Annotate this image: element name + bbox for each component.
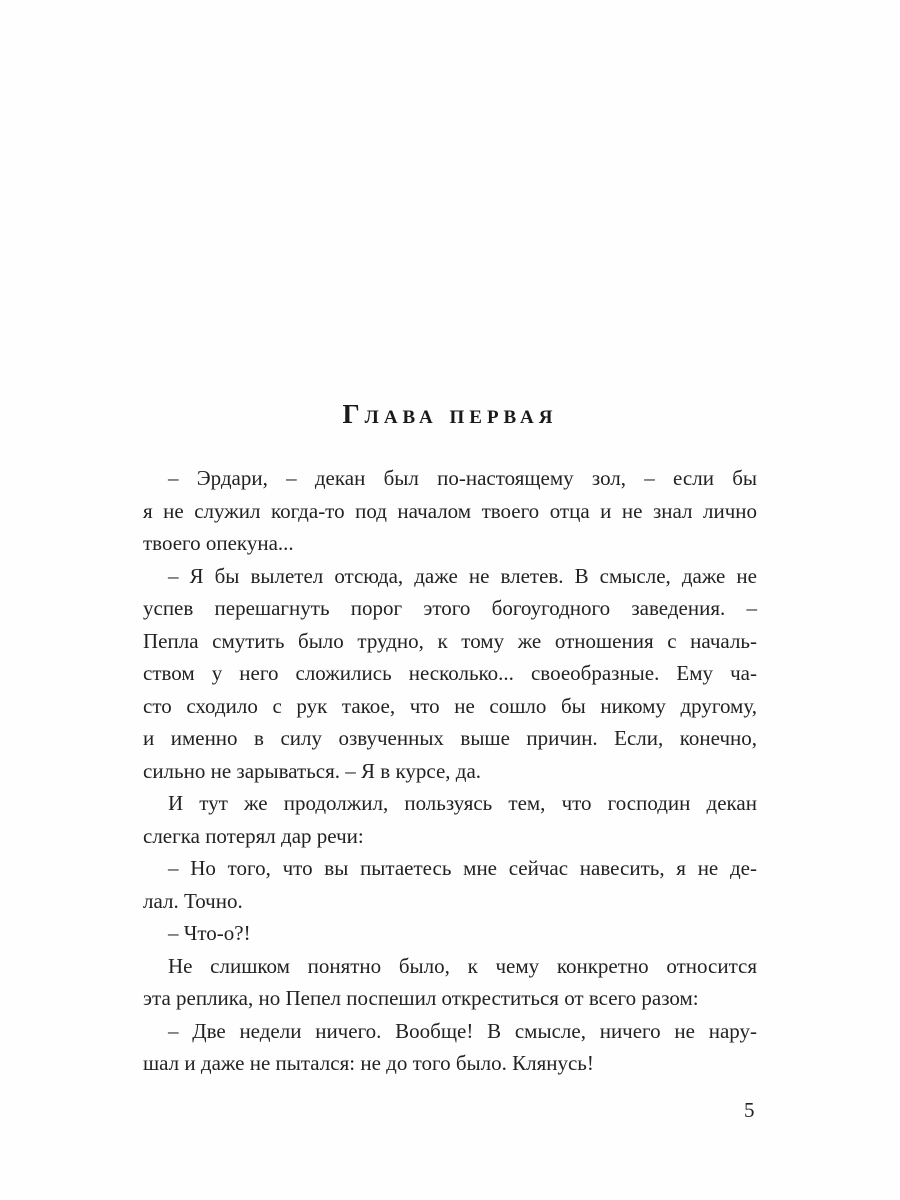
text-line: ством у него сложились несколько... своеобразные. Ему ча- [143, 661, 757, 685]
text-line: Пепла смутить было трудно, к тому же отношения с началь- [143, 628, 757, 653]
text-line: лал. Точно. [143, 888, 243, 913]
text-line: сто сходило с рук такое, что не сошло бы никому другому, [143, 693, 757, 718]
text-line: И тут же продолжил, пользуясь тем, что господин декан [168, 791, 757, 815]
text-line: сильно не зарываться. – Я в курсе, да. [143, 758, 482, 783]
body-text [143, 462, 757, 1080]
text-line: эта реплика, но Пепел поспешил откреститься от всего разом: [143, 986, 699, 1010]
text-line: – Эрдари, – декан был по-настоящему зол, – если бы [168, 466, 757, 490]
text-line: – Две недели ничего. Вообще! В смысле, ничего не нару- [168, 1018, 757, 1043]
page-number: 5 [744, 1098, 755, 1122]
text-line: – Что-о?! [168, 921, 251, 945]
text-line: и именно в силу озвученных выше причин. Если, конечно, [143, 726, 757, 750]
text-line: шал и даже не пытался: не до того было. Клянусь! [143, 1051, 594, 1075]
text-line: успев перешагнуть порог этого богоугодного заведения. – [143, 596, 757, 620]
text-line: я не служил когда-то под началом твоего отца и не знал лично [143, 498, 757, 523]
chapter-title: Глава первая [342, 399, 558, 429]
text-line: слегка потерял дар речи: [143, 823, 364, 848]
text-line: Не слишком понятно было, к чему конкретно относится [168, 953, 757, 978]
text-line: – Я бы вылетел отсюда, даже не влетев. В смысле, даже не [168, 563, 757, 588]
text-line: – Но того, что вы пытаетесь мне сейчас навесить, я не де- [168, 856, 757, 880]
text-line: твоего опекуна... [143, 531, 294, 555]
